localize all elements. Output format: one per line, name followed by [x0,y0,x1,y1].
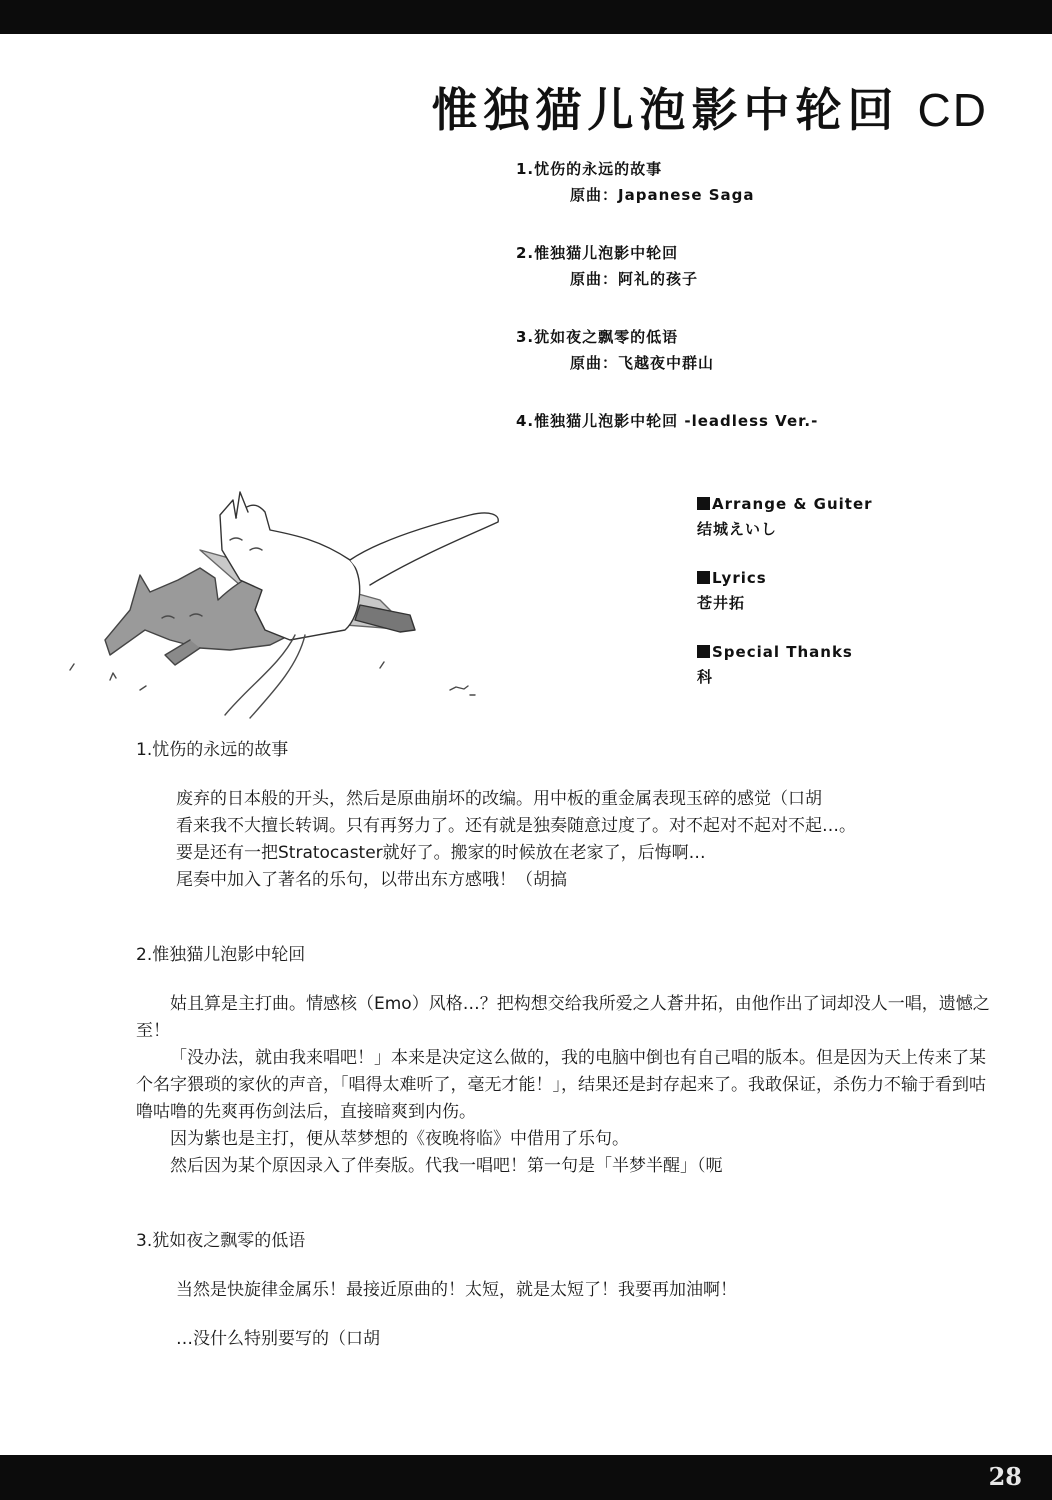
track-item [516,240,1036,292]
note-paragraph: …没什么特别要写的（口胡 [176,1329,380,1349]
credit-name: 科 [697,668,714,686]
square-bullet-icon [697,571,710,584]
track-original: 原曲：飞越夜中群山 [570,354,715,372]
credit-role-label: Special Thanks [712,643,853,661]
note-paragraph: 「没办法，就由我来唱吧！」本来是决定这么做的，我的电脑中倒也有自己唱的版本。但是因为天上传来了某个名字猥琐的家伙的声音，「唱得太难听了，毫无才能！」，结果还是封存起来了。我敢保证，杀伤力不输于看到咕噜咕噜的先爽再伤剑法后，直接暗爽到内伤。 [136,1048,986,1122]
liner-notes [136,737,996,1353]
top-border-bar [0,0,1052,34]
credit-role-label: Lyrics [712,569,767,587]
track-item [516,156,1036,208]
credit-item [697,492,1027,542]
credit-role-label: Arrange & Guiter [712,495,873,513]
track-title: 1.忧伤的永远的故事 [516,160,663,178]
track-title: 2.惟独猫儿泡影中轮回 [516,244,679,262]
track-title: 3.犹如夜之飘零的低语 [516,328,679,346]
album-title-suffix: CD [917,84,988,136]
note-heading: 2.惟独猫儿泡影中轮回 [136,945,306,965]
note-paragraph: 尾奏中加入了著名的乐句，以带出东方感哦！（胡搞 [176,870,567,890]
note-paragraph: 姑且算是主打曲。情感核（Emo）风格…？把构想交给我所爱之人蒼井拓，由他作出了词却没人一唱，遗憾之至！ [136,994,990,1041]
track-item [516,324,1036,376]
credit-name: 苍井拓 [697,594,746,612]
credit-role [697,640,1027,665]
track-title: 4.惟独猫儿泡影中轮回 -leadless Ver.- [516,412,819,430]
note-paragraph: 要是还有一把Stratocaster就好了。搬家的时候放在老家了，后悔啊… [176,843,706,863]
note-paragraph: 当然是快旋律金属乐！最接近原曲的！太短，就是太短了！我要再加油啊！ [176,1280,737,1300]
track-item [516,408,1036,434]
album-title: 惟独猫儿泡影中轮回 [431,83,900,137]
track-original: 原曲：Japanese Saga [570,186,755,204]
square-bullet-icon [697,497,710,510]
bottom-border-bar [0,1455,1052,1500]
note-heading: 3.犹如夜之飘零的低语 [136,1231,306,1251]
note-heading: 1.忧伤的永远的故事 [136,740,289,760]
page-title [432,74,988,140]
tracklist [516,156,1036,466]
note-paragraph: 因为紫也是主打，便从萃梦想的《夜晚将临》中借用了乐句。 [170,1129,629,1149]
note-paragraph: 废弃的日本般的开头，然后是原曲崩坏的改编。用中板的重金属表现玉碎的感觉（口胡 [176,789,822,809]
cats-illustration [50,480,520,725]
track-original: 原曲：阿礼的孩子 [570,270,699,288]
credit-role [697,566,1027,591]
credits [697,492,1027,714]
credit-item [697,566,1027,616]
note-paragraph: 看来我不大擅长转调。只有再努力了。还有就是独奏随意过度了。对不起对不起对不起…。 [176,816,856,836]
note-paragraph: 然后因为某个原因录入了伴奏版。代我一唱吧！第一句是「半梦半醒」（呃 [170,1156,723,1176]
credit-role [697,492,1027,517]
credit-item [697,640,1027,690]
credit-name: 结城えいし [697,520,778,538]
square-bullet-icon [697,645,710,658]
page-number: 28 [988,1462,1022,1491]
